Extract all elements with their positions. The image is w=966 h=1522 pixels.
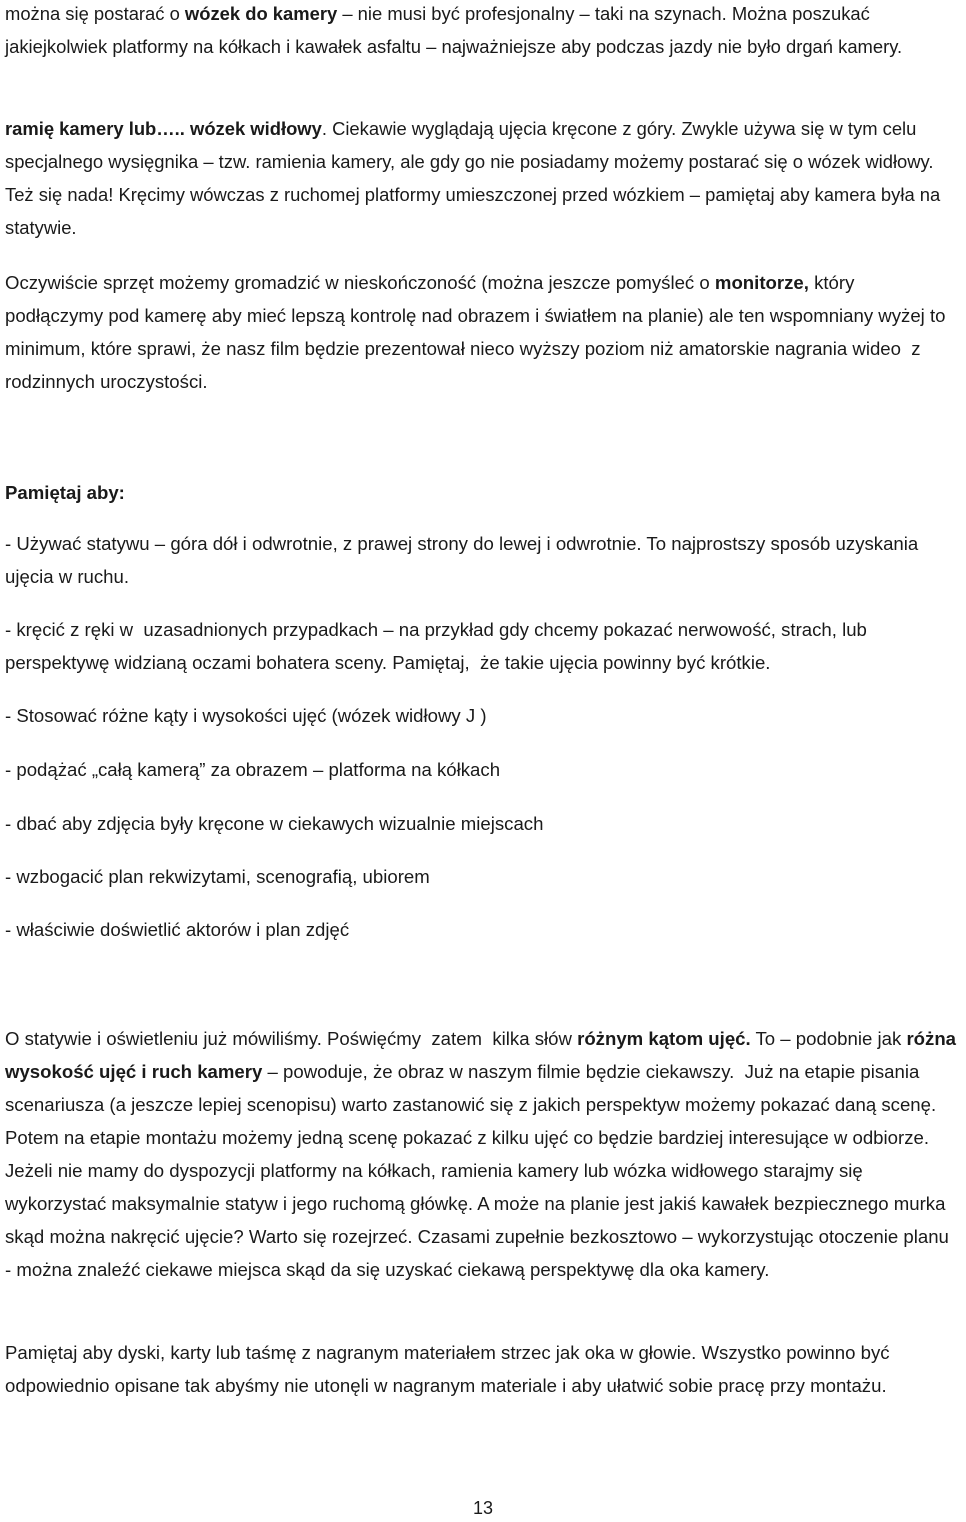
paragraph-7 [5,699,957,732]
text-segment: - wzbogacić plan rekwizytami, scenografią, ubiorem [5,866,430,887]
text-segment: - Używać statywu – góra dół i odwrotnie, z prawej strony do lewej i odwrotnie. To najprostszy sposób uzyskania ujęcia w ruchu. [5,533,924,587]
text-segment: . Ciekawie wyglądają ujęcia kręcone z góry. Zwykle używa się w tym celu specjalnego wysięgnika – tzw. ramienia kamery, ale gdy go nie posiadamy możemy postarać się o wózek widłowy. Też się nada! Kręcimy wówczas z ruchomej platformy umieszczonej przed wózkiem – pamiętaj aby kamera była na statywie. [5,118,946,238]
text-segment: który podłączymy pod kamerę aby mieć lepszą kontrolę nad obrazem i światłem na planie) ale ten wspomniany wyżej to minimum, które sprawi, że nasz film będzie prezentował nieco wyższy poziom niż amatorskie nagrania wideo z rodzinnych uroczystości. [5,272,951,392]
paragraph-11 [5,913,957,946]
bold-text: ramię kamery lub….. wózek widłowy [5,118,322,139]
paragraph-4 [5,476,957,509]
text-segment: - kręcić z ręki w uzasadnionych przypadkach – na przykład gdy chcemy pokazać nerwowość, strach, lub perspektywę widzianą oczami bohatera sceny. Pamiętaj, że takie ujęcia powinny być krótkie. [5,619,873,673]
text-segment: – nie musi być profesjonalny – taki na szynach. Można poszukać jakiejkolwiek platformy na kółkach i kawałek asfaltu – najważniejsze aby podczas jazdy nie było drgań kamery. [5,3,903,57]
bold-text: różna wysokość ujęć i ruch kamery [5,1028,962,1082]
bold-text: Pamiętaj aby: [5,482,125,503]
text-segment: można się postarać o [5,3,185,24]
paragraph-10 [5,860,957,893]
text-segment: – powoduje, że obraz w naszym filmie będzie ciekawszy. Już na etapie pisania scenariusza (a jeszcze lepiej scenopisu) warto zastanowić się z jakich perspektyw możemy pokazać daną scenę. Potem na etapie montażu możemy jedną scenę pokazać z kilku ujęć co będzie bardziej interesujące w odbiorze. Jeżeli nie mamy do dyspozycji platformy na kółkach, ramienia kamery lub wózka widłowego starajmy się wykorzystać maksymalnie statyw i jego ruchomą główkę. A może na planie jest jakiś kawałek bezpiecznego murka skąd można nakręcić ujęcie? Warto się rozejrzeć. Czasami zupełnie bezkosztowo – wykorzystując otoczenie planu - można znaleźć ciekawe miejsca skąd da się uzyskać ciekawą perspektywę dla oka kamery. [5,1061,955,1280]
text-segment: Pamiętaj aby dyski, karty lub taśmę z nagranym materiałem strzec jak oka w głowie. Wszystko powinno być odpowiednio opisane tak abyśmy nie utonęli w nagranym materiale i aby ułatwić sobie pracę przy montażu. [5,1342,895,1396]
text-segment: - dbać aby zdjęcia były kręcone w ciekawych wizualnie miejscach [5,813,544,834]
paragraph-12 [5,1022,962,1286]
bold-text: monitorze, [714,272,809,293]
paragraph-5 [5,527,957,593]
bold-text: różnym kątom ujęć. [577,1028,751,1049]
paragraph-8 [5,753,957,786]
paragraph-1 [5,0,957,63]
text-segment: Oczywiście sprzęt możemy gromadzić w nieskończoność (można jeszcze pomyśleć o [5,272,715,293]
text-segment: - właściwie doświetlić aktorów i plan zdjęć [5,919,350,940]
text-segment: - podążać „całą kamerą” za obrazem – platforma na kółkach [5,759,501,780]
page-number: 13 [472,1498,494,1518]
paragraph-6 [5,613,957,679]
paragraph-2 [5,112,957,244]
text-segment: O statywie i oświetleniu już mówiliśmy. Poświęćmy zatem kilka słów [5,1028,578,1049]
text-segment: To – podobnie jak [750,1028,907,1049]
bold-text: wózek do kamery [184,3,338,24]
text-segment: - Stosować różne kąty i wysokości ujęć (wózek widłowy J ) [5,705,487,726]
paragraph-9 [5,807,957,840]
paragraph-3 [5,266,957,398]
paragraph-13 [5,1336,957,1402]
